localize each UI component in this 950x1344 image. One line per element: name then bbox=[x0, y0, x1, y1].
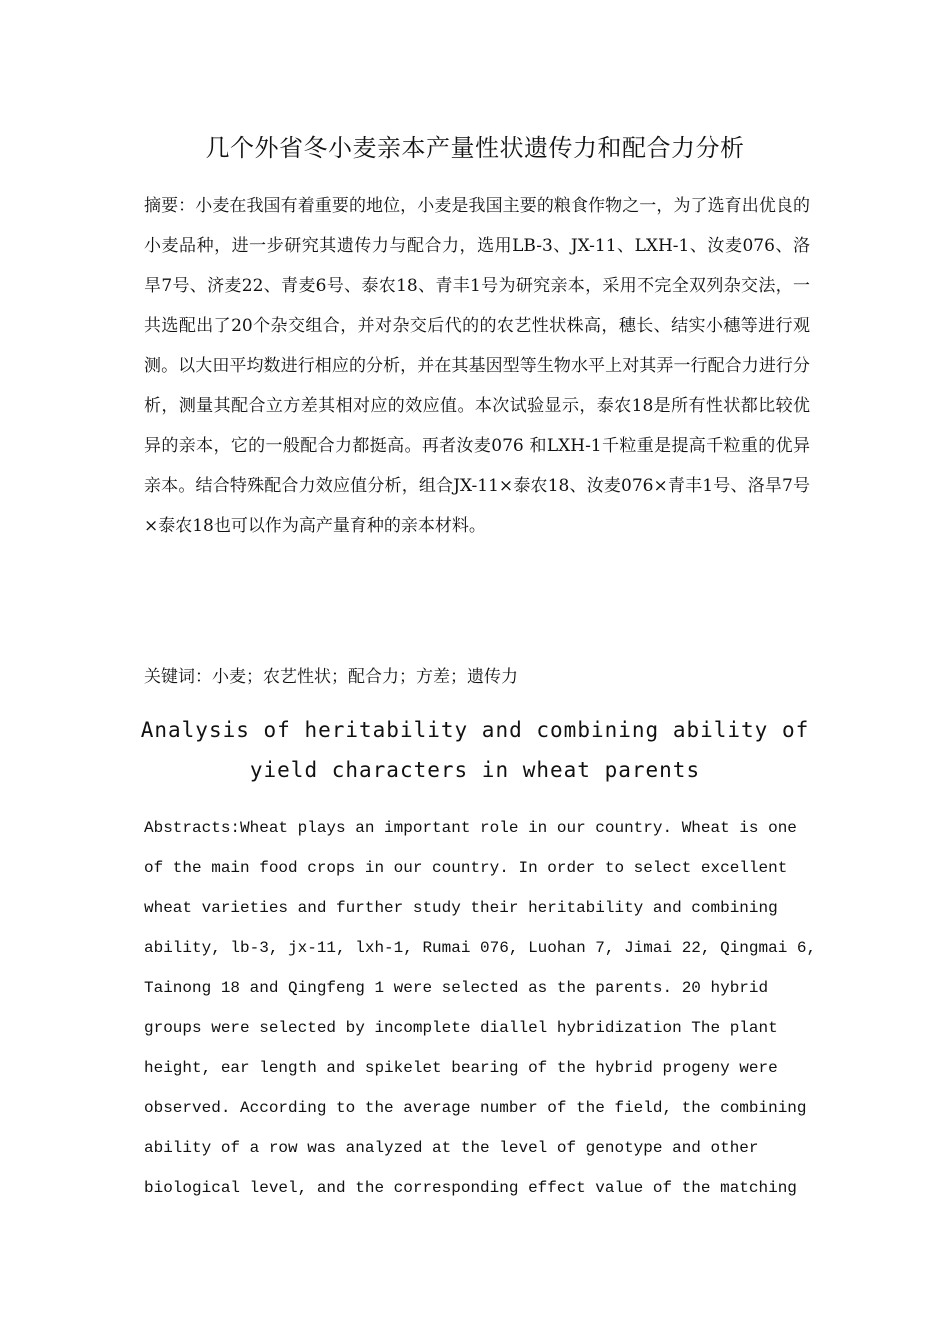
english-title-line-1: Analysis of heritability and combining ability of bbox=[140, 718, 810, 742]
english-abstract: Abstracts:Wheat plays an important role in our country. Wheat is one of the main food crops in our country. In order to select excellent wheat varieties and further study their heritability and combining ability, lb-3, jx-11, lxh-1, Rumai 076, Luohan 7, Jimai 22, Qingmai 6, Tainong 18 and Qingfeng 1 were selected as the parents. 20 hybrid groups were selected by incomplete diallel hybridization The plant height, ear length and spikelet bearing of the hybrid progeny were observed. According to the average number of the field, the combining ability of a row was analyzed at the level of genotype and other biological level, and the corresponding effect value of the matching bbox=[144, 819, 817, 1197]
english-title-line-2: yield characters in wheat parents bbox=[249, 758, 701, 782]
english-title bbox=[110, 710, 840, 790]
chinese-title: 几个外省冬小麦亲本产量性状遗传力和配合力分析 bbox=[205, 134, 745, 162]
chinese-keywords: 关键词：小麦；农艺性状；配合力；方差；遗传力 bbox=[144, 667, 518, 687]
chinese-abstract: 摘要：小麦在我国有着重要的地位，小麦是我国主要的粮食作物之一，为了选育出优良的小麦品种，进一步研究其遗传力与配合力，选用LB-3、JX-11、LXH-1、汝麦076、洛旱7号、济麦22、青麦6号、泰农18、青丰1号为研究亲本，采用不完全双列杂交法，一共选配出了20个杂交组合，并对杂交后代的的农艺性状株高，穗长、结实小穗等进行观测。以大田平均数进行相应的分析，并在其基因型等生物水平上对其弄一行配合力进行分析，测量其配合立方差其相对应的效应值。本次试验显示，泰农18是所有性状都比较优异的亲本，它的一般配合力都挺高。再者汝麦076 和LXH-1千粒重是提高千粒重的优异亲本。结合特殊配合力效应值分析，组合JX-11×泰农18、汝麦076×青丰1号、洛旱7号×泰农18也可以作为高产量育种的亲本材料。 bbox=[144, 196, 810, 536]
